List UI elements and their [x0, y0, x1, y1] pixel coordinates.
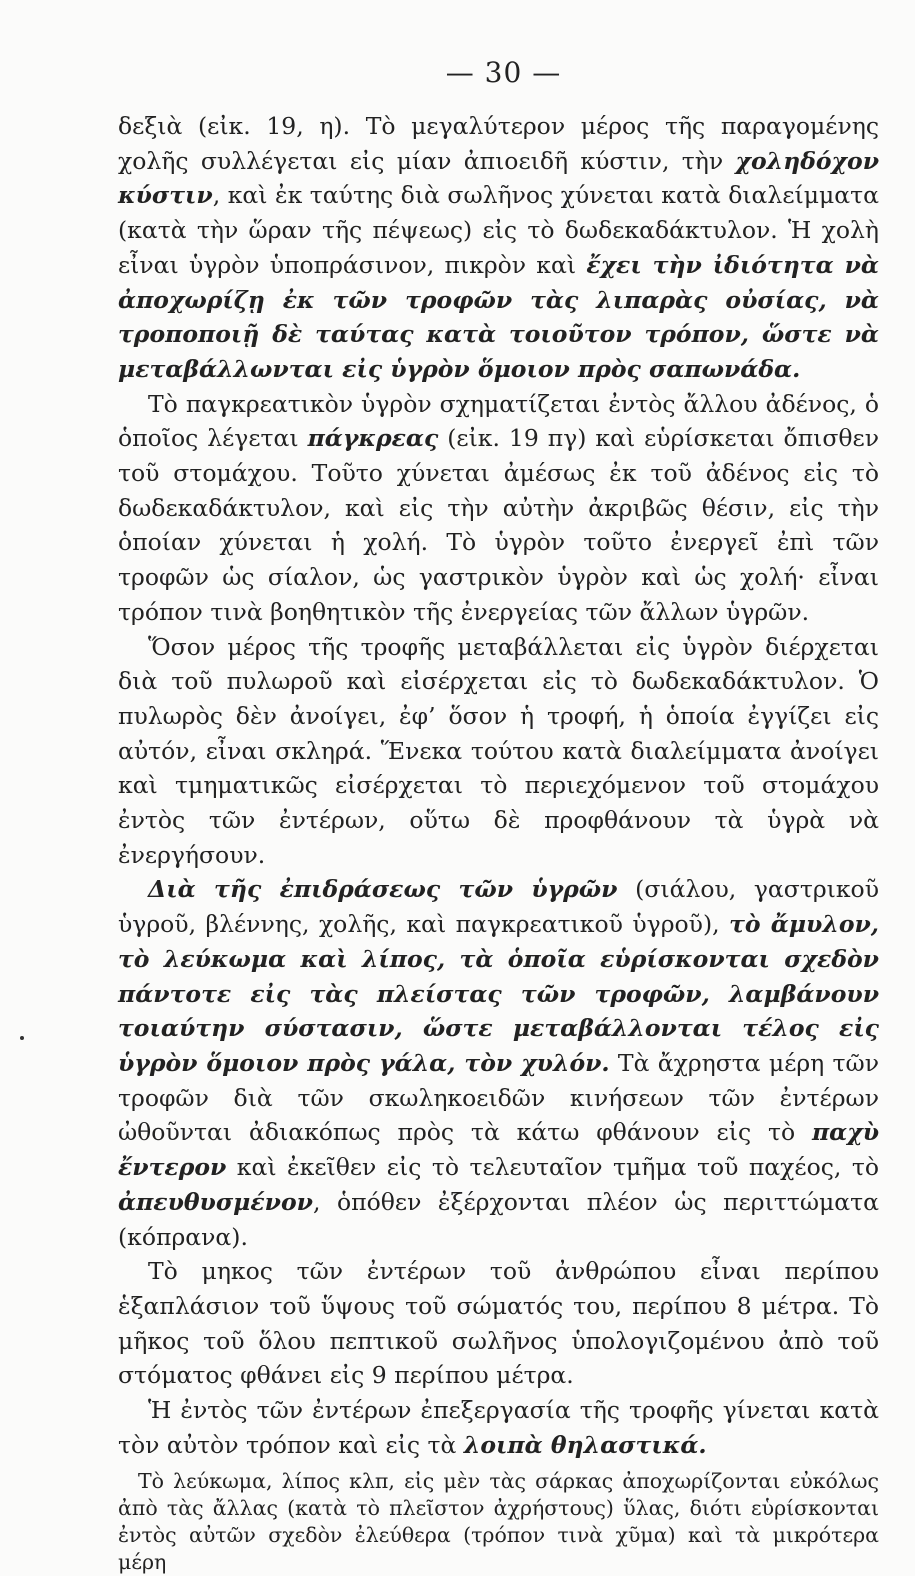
footnote-text — [118, 1468, 879, 1576]
text-segment: , καὶ ἐκ ταύτης διὰ σωλῆνος χύνεται κατὰ διαλείμματα (κατὰ τὴν ὥραν τῆς πέψεως) εἰς τὸ δωδεκαδάκτυλον. Ἡ χολὴ εἶναι ὑγρὸν ὑποπράσινον, πικρὸν καὶ — [118, 181, 879, 279]
paragraph-1 — [118, 109, 879, 387]
emphasis-segment: παχὺ ἔντερον — [118, 1118, 879, 1182]
emphasis-segment: λοιπὰ θηλαστικά. — [463, 1430, 707, 1459]
text-segment: Τὸ λεύκωμα, λίπος κλπ, εἰς μὲν τὰς σάρκας ἀποχωρίζονται εὐκόλως ἀπὸ τὰς ἄλλας (κατὰ τὸ πλεῖστον ἀχρήστους) ὕλας, διότι εὑρίσκονται ἐντὸς αὐτῶν σχεδὸν ἐλεύθερα (τρόπον τινὰ χῦμα) καὶ τὰ μικρότερα μέρη — [118, 1469, 879, 1575]
emphasis-segment: ἔχει τὴν ἰδιότητα νὰ ἀποχωρίζῃ ἐκ τῶν τροφῶν τὰς λιπαρὰς οὐσίας, νὰ τροποποιῇ δὲ ταύτας κατὰ τοιοῦτον τρόπον, ὥστε νὰ μεταβάλλωνται εἰς ὑγρὸν ὅμοιον πρὸς σαπωνάδα. — [118, 250, 880, 383]
margin-dot — [20, 1036, 24, 1040]
text-segment: Τὸ μηκος τῶν ἐντέρων τοῦ ἀνθρώπου εἶναι περίπου ἑξαπλάσιον τοῦ ὕψους τοῦ σώματός του, περίπου 8 μέτρα. Τὸ μῆκος τοῦ ὅλου πεπτικοῦ σωλῆνος ὑπολογιζομένου ἀπὸ τοῦ στόματος φθάνει εἰς 9 περίπου μέτρα. — [118, 1257, 879, 1390]
page-number: — 30 — — [445, 56, 562, 89]
paragraph-5 — [118, 1254, 879, 1393]
emphasis-segment: ἀπευθυσμένον — [118, 1187, 313, 1216]
paragraph-4 — [118, 872, 879, 1254]
text-segment: δεξιὰ (εἰκ. 19, η). Τὸ μεγαλύτερον μέρος τῆς παραγομένης χολῆς συλλέγεται εἰς μίαν ἀπιοειδῆ κύστιν, τὴν — [118, 112, 879, 175]
text-segment: Τὰ ἄχρηστα μέρη τῶν τροφῶν διὰ τῶν σκωληκοειδῶν κινήσεων τῶν ἐντέρων ὠθοῦνται ἀδιακόπως πρὸς τὰ κάτω φθάνουν εἰς τὸ — [118, 1048, 879, 1147]
emphasis-segment: τὸ ἄμυλον, τὸ λεύκωμα καὶ λίπος, τὰ ὁποῖα εὑρίσκονται σχεδὸν πάντοτε εἰς τὰς πλείστας τῶν τροφῶν, λαμβάνουν τοιαύτην σύστασιν, ὥστε μεταβάλλονται τέλος εἰς ὑγρὸν ὅμοιον πρὸς γάλα, τὸν χυλόν. — [118, 910, 879, 1077]
emphasis-segment: Διὰ τῆς ἐπιδράσεως τῶν ὑγρῶν — [148, 875, 618, 904]
text-segment: Τὸ παγκρεατικὸν ὑγρὸν σχηματίζεται ἐντὸς ἄλλου ἀδένος, ὁ ὁποῖος λέγεται — [118, 389, 879, 453]
footnote — [118, 1468, 879, 1576]
paragraph-6 — [118, 1393, 879, 1462]
paragraph-3 — [118, 630, 879, 873]
text-segment: καὶ ἐκεῖθεν εἰς τὸ τελευταῖον τμῆμα τοῦ παχέος, τὸ — [226, 1153, 879, 1182]
text-segment: (εἰκ. 19 πγ) καὶ εὑρίσκεται ὄπισθεν τοῦ στομάχου. Τοῦτο χύνεται ἀμέσως ἐκ τοῦ ἀδένος εἰς τὸ δωδεκαδάκτυλον, καὶ εἰς τὴν αὐτὴν ἀκριβῶς θέσιν, εἰς τὴν ὁποίαν χύνεται ἡ χολή. Τὸ ὑγρὸν τοῦτο ἐνεργεῖ ἐπὶ τῶν τροφῶν ὡς σίαλον, ὡς γαστρικὸν ὑγρὸν καὶ ὡς χολή· εἶναι τρόπον τινὰ βοηθητικὸν τῆς ἐνεργείας τῶν ἄλλων ὑγρῶν. — [118, 424, 880, 626]
emphasis-segment: πάγκρεας — [307, 424, 439, 453]
text-segment: Ἡ ἐντὸς τῶν ἐντέρων ἐπεξεργασία τῆς τροφῆς γίνεται κατὰ τὸν αὐτὸν τρόπον καὶ εἰς τὰ — [118, 1396, 879, 1459]
paragraph-2 — [118, 387, 879, 630]
body-text — [118, 109, 879, 1462]
text-segment: , ὁπόθεν ἐξέρχονται πλέον ὡς περιττώματα (κόπρανα). — [118, 1187, 879, 1251]
text-segment: (σιάλου, γαστρικοῦ ὑγροῦ, βλέννης, χολῆς, καὶ παγκρεατικοῦ ὑγροῦ), — [118, 875, 879, 939]
emphasis-segment: χοληδόχον κύστιν — [118, 146, 879, 210]
text-segment: Ὅσον μέρος τῆς τροφῆς μεταβάλλεται εἰς ὑγρὸν διέρχεται διὰ τοῦ πυλωροῦ καὶ εἰσέρχεται εἰς τὸ δωδεκαδάκτυλον. Ὁ πυλωρὸς δὲν ἀνοίγει, ἐφ’ ὅσον ἡ τροφή, ἡ ὁποία ἐγγίζει εἰς αὐτόν, εἶναι σκληρά. Ἕνεκα τούτου κατὰ διαλείμματα ἀνοίγει καὶ τμηματικῶς εἰσέρχεται τὸ περιεχόμενον τοῦ στομάχου ἐντὸς τῶν ἐντέρων, οὕτω δὲ προφθάνουν τὰ ὑγρὰ νὰ ἐνεργήσουν. — [118, 632, 879, 869]
